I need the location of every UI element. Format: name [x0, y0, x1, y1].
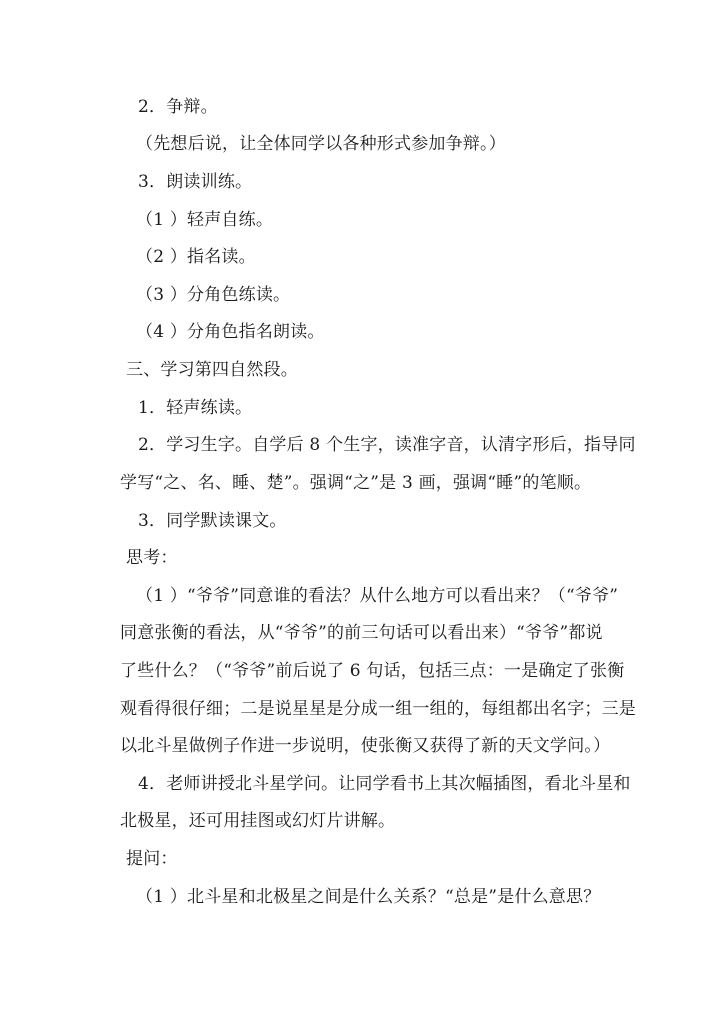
- text-line: 以北斗星做例子作进一步说明，使张衡又获得了新的天文学问。）: [120, 736, 611, 756]
- text-line: 同意张衡的看法，从“爷爷”的前三句话可以看出来）“爷爷”都说: [120, 623, 603, 643]
- text-line: 学写“之、名、睡、楚”。强调“之”是 3 画，强调“睡”的笔顺。: [120, 473, 592, 493]
- text-line: 3．同学默读课文。: [138, 511, 287, 531]
- text-line: 1．轻声练读。: [138, 398, 253, 418]
- text-line: 提问：: [126, 849, 178, 869]
- text-line: 观看得很仔细；二是说星星是分成一组一组的，每组都出名字；三是: [120, 699, 636, 719]
- text-line: 了些什么？（“爷爷”前后说了 6 句话，包括三点：一是确定了张衡: [120, 661, 625, 681]
- text-line: （2 ）指名读。: [136, 247, 256, 267]
- text-line: （1 ）“爷爷”同意谁的看法？从什么地方可以看出来？（“爷爷”: [136, 586, 619, 606]
- text-line: （1 ）北斗星和北极星之间是什么关系？“总是”是什么意思？: [136, 887, 601, 907]
- text-line: （1 ）轻声自练。: [136, 210, 274, 230]
- text-line: 3．朗读训练。: [138, 172, 253, 192]
- text-line: 思考：: [126, 548, 178, 568]
- text-line: （4 ）分角色指名朗读。: [136, 322, 325, 342]
- section-heading: 三、学习第四自然段。: [126, 360, 298, 380]
- text-line: （3 ）分角色练读。: [136, 285, 291, 305]
- text-line: 北极星，还可用挂图或幻灯片讲解。: [120, 811, 396, 831]
- text-line: 2．学习生字。自学后 8 个生字，读准字音，认清字形后，指导同: [138, 435, 636, 455]
- text-line: 4．老师讲授北斗星学问。让同学看书上其次幅插图，看北斗星和: [138, 774, 631, 794]
- text-line: 2．争辩。: [138, 97, 218, 117]
- text-line: （先想后说，让全体同学以各种形式参加争辩。）: [136, 134, 506, 154]
